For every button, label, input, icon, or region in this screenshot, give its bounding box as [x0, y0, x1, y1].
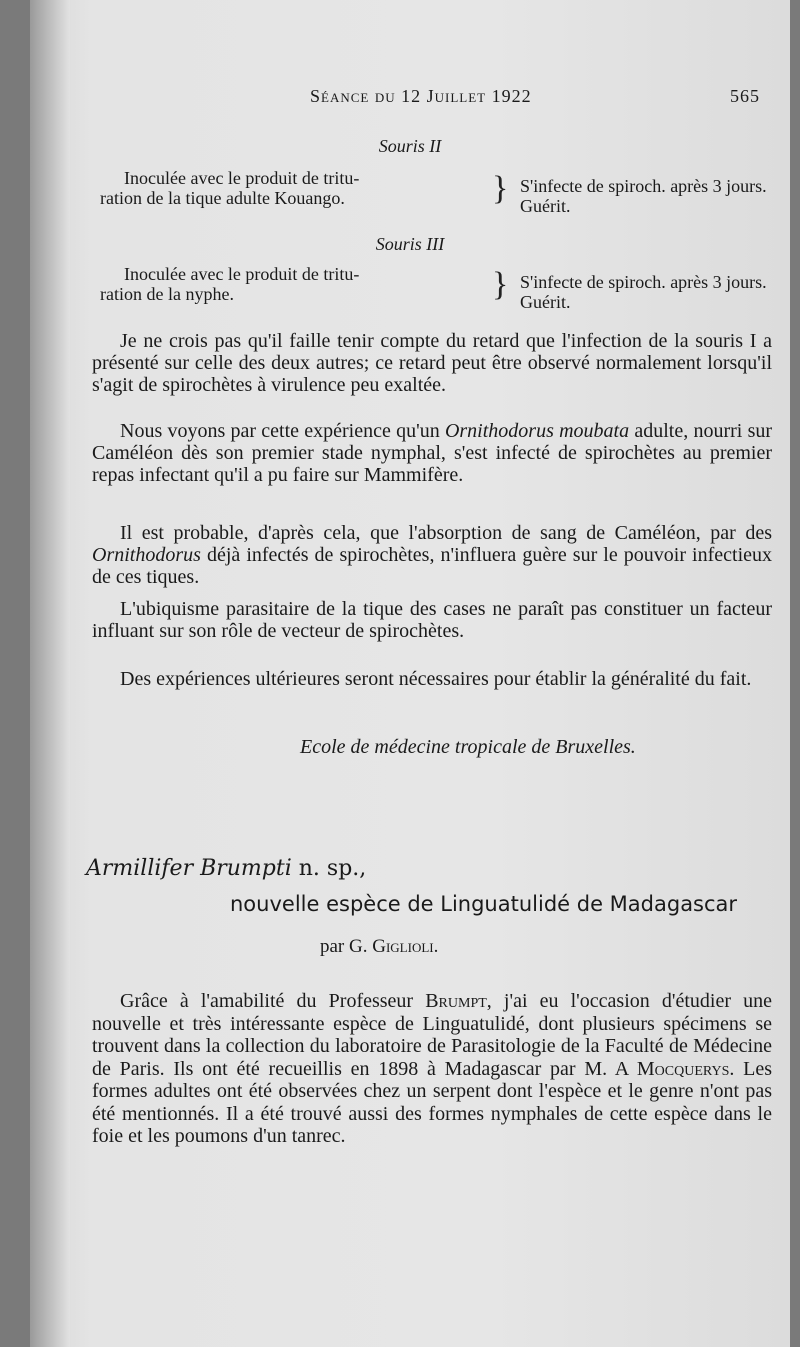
- paragraph-5: Des expériences ultérieures seront nécessaires pour établir la généralité du fait.: [120, 668, 752, 690]
- souris-iii-brace: }: [492, 266, 509, 303]
- souris-iii-right-line2: Guérit.: [520, 292, 571, 312]
- article-body-brumpt: Brumpt: [425, 990, 487, 1012]
- paragraph-1: Je ne crois pas qu'il faille tenir compte du retard que l'infection de la souris I a présenté sur celle des deux autres; ce retard peut être observé normalement lorsqu'il s'agit de spirochètes à virulence peu exaltée.: [92, 330, 772, 396]
- article-title-genus-species: Armillifer Brumpti: [86, 856, 292, 881]
- paragraph-4: L'ubiquisme parasitaire de la tique des cases ne paraît pas constituer un facteur influant sur son rôle de vecteur de spirochètes.: [92, 598, 772, 642]
- paragraph-3-genus: Ornithodorus: [92, 544, 201, 566]
- article-body-b: , j'ai eu l'occasion d'étudier une nouvelle et très intéressante espèce de Linguatulidé, dont plusieurs spécimens se trouvent dans la collection du laboratoire de Parasitologie de la Faculté de Médecine de Paris. Ils ont été recueillis en 1898 à Madagascar par M. A: [92, 990, 773, 1080]
- signature: Ecole de médecine tropicale de Bruxelles.: [300, 736, 636, 758]
- article-body: [92, 990, 772, 1148]
- running-title: Séance du 12 Juillet 1922: [310, 86, 532, 106]
- article-body-a: Grâce à l'amabilité du Professeur: [120, 990, 426, 1012]
- souris-iii-right-line1: S'infecte de spiroch. après 3 jours.: [520, 272, 767, 292]
- article-author: [320, 936, 438, 958]
- paragraph-2-text-b: adulte, nourri sur Caméléon dès son premier stade nymphal, s'est infecté de spirochètes au premier repas infectant qu'il a pu faire sur Mammifère.: [92, 420, 773, 486]
- paragraph-2-species: Ornithodorus moubata: [444, 420, 630, 442]
- paragraph-3-text-b: déjà infectés de spirochètes, n'influera guère sur le pouvoir infectieux de ces tiques.: [92, 544, 772, 588]
- author-name: Giglioli.: [372, 936, 439, 957]
- souris-ii-left: [100, 168, 420, 208]
- souris-iii-left-line2: ration de la nyphe.: [100, 284, 234, 304]
- souris-iii-right: [520, 272, 790, 312]
- paragraph-3-text-a: Il est probable, d'après cela, que l'absorption de sang de Caméléon, par des: [120, 522, 772, 544]
- souris-iii-heading: Souris III: [375, 234, 445, 254]
- author-prefix: par G.: [320, 936, 373, 957]
- souris-ii-right: [520, 176, 790, 216]
- souris-iii-left-line1: Inoculée avec le produit de tritu-: [124, 264, 360, 284]
- souris-ii-brace: }: [492, 170, 509, 207]
- article-title-suffix: n. sp.,: [291, 856, 367, 881]
- paragraph-3: [92, 522, 772, 588]
- page-number: 565: [730, 86, 760, 106]
- souris-ii-right-line2: Guérit.: [520, 196, 571, 216]
- souris-ii-left-line2: ration de la tique adulte Kouango.: [100, 188, 345, 208]
- souris-ii-left-line1: Inoculée avec le produit de tritu-: [124, 168, 360, 188]
- article-body-c: . Les formes adultes ont été observées chez un serpent dont l'espèce et le genre n'ont pas été mentionnés. Il a été trouvé aussi des formes nymphales de cette espèce dans le foie et les poumons d'un tanrec.: [92, 1057, 772, 1147]
- article-body-mocquerys: Mocquerys: [636, 1057, 730, 1080]
- book-page: [30, 0, 790, 1347]
- gutter-shadow: [30, 0, 70, 1347]
- running-header: [310, 86, 760, 107]
- souris-ii-heading: Souris II: [378, 136, 442, 156]
- article-title: [86, 856, 366, 881]
- souris-iii-left: [100, 264, 420, 304]
- paragraph-2: [92, 420, 772, 486]
- article-subtitle: nouvelle espèce de Linguatulidé de Madagascar: [230, 892, 738, 916]
- souris-ii-right-line1: S'infecte de spiroch. après 3 jours.: [520, 176, 767, 196]
- paragraph-2-text-a: Nous voyons par cette expérience qu'un: [120, 420, 445, 442]
